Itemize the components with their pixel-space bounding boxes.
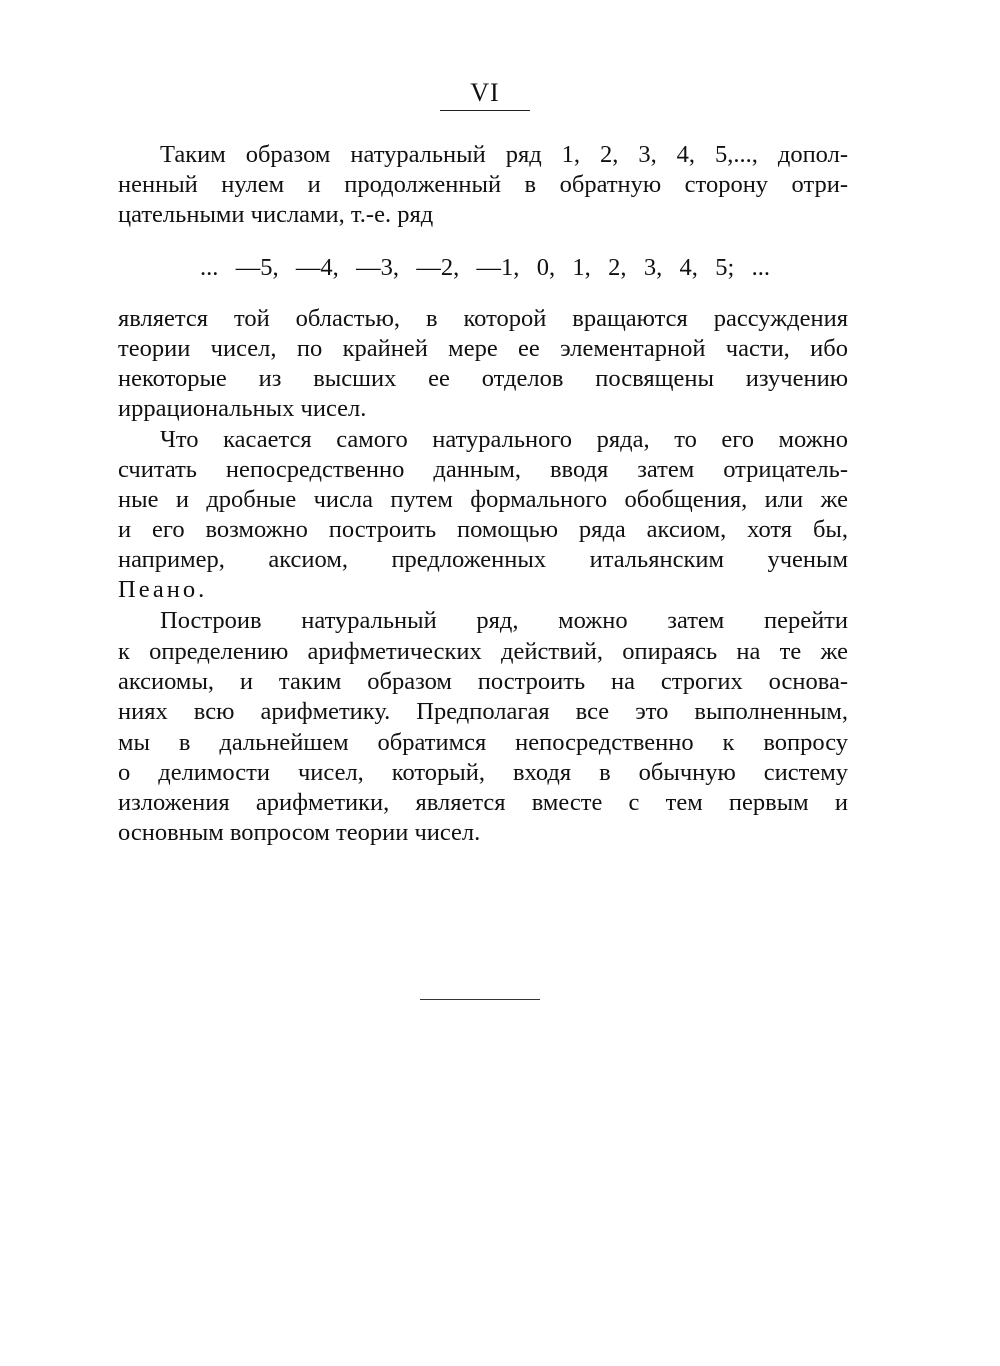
page-number: VI [470, 78, 500, 107]
paragraph-2-line-4: иррациональных чисел. [118, 395, 367, 422]
paragraph-3-line-2: считать непосредственно данным, вводя затем отрицатель- [118, 456, 848, 483]
page-number-underline [440, 110, 530, 111]
number-series-formula: ... —5, —4, —3, —2, —1, 0, 1, 2, 3, 4, 5; ... [200, 254, 770, 281]
paragraph-4-line-3: аксиомы, и таким образом построить на строгих основа- [118, 668, 848, 695]
paragraph-4-line-6: о делимости чисел, который, входя в обычную систему [118, 759, 848, 786]
section-end-rule [420, 999, 540, 1000]
paragraph-1-line-1: Таким образом натуральный ряд 1, 2, 3, 4, 5,..., допол- [160, 141, 848, 168]
paragraph-4-line-1: Построив натуральный ряд, можно затем перейти [160, 607, 848, 634]
paragraph-4-line-2: к определению арифметических действий, опираясь на те же [118, 638, 848, 665]
paragraph-3-line-1: Что касается самого натурального ряда, то его можно [160, 426, 848, 453]
paragraph-2-line-1: является той областью, в которой вращаются рассуждения [118, 305, 848, 332]
paragraph-3-line-4: и его возможно построить помощью ряда аксиом, хотя бы, [118, 516, 848, 543]
paragraph-3-line-6: Пеано. [118, 576, 208, 603]
paragraph-4-line-8: основным вопросом теории чисел. [118, 819, 481, 846]
paragraph-4-line-7: изложения арифметики, является вместе с тем первым и [118, 789, 848, 816]
paragraph-2-line-3: некоторые из высших ее отделов посвящены изучению [118, 365, 848, 392]
paragraph-1-line-2: ненный нулем и продолженный в обратную сторону отри- [118, 171, 848, 198]
paragraph-3-line-3: ные и дробные числа путем формального обобщения, или же [118, 486, 848, 513]
paragraph-4-line-4: ниях всю арифметику. Предполагая все это выполненным, [118, 698, 848, 725]
paragraph-2-line-2: теории чисел, по крайней мере ее элементарной части, ибо [118, 335, 848, 362]
paragraph-4-line-5: мы в дальнейшем обратимся непосредственно к вопросу [118, 729, 848, 756]
paragraph-3-line-5: например, аксиом, предложенных итальянским ученым [118, 546, 848, 573]
paragraph-1-line-3: цательными числами, т.-е. ряд [118, 201, 434, 228]
